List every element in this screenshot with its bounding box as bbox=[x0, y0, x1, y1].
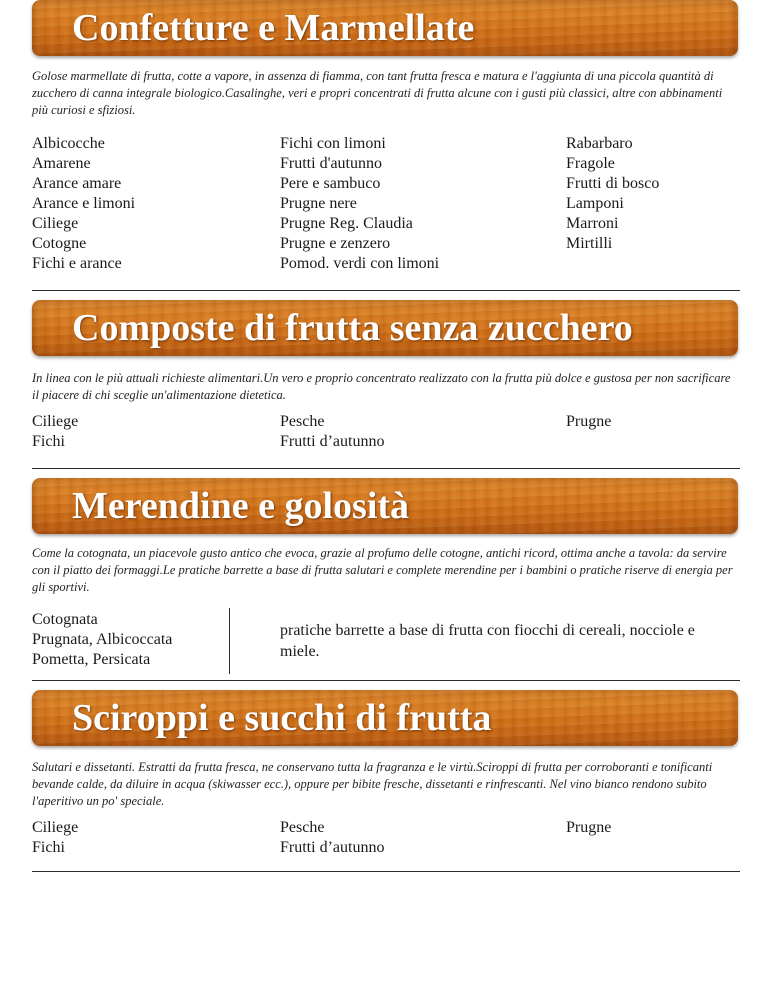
list-item: Pere e sambuco bbox=[280, 175, 381, 192]
list-item: Cotognata bbox=[32, 611, 98, 628]
section-description: In linea con le più attuali richieste alimentari.Un vero e proprio concentrato realizzato con la frutta più dolce e gustosa per non sacrificare il piacere di chi sceglie un'alimentazione dietetica. bbox=[32, 371, 731, 402]
product-list-col-2 bbox=[280, 134, 439, 274]
list-item: Prugnata, Albicoccata bbox=[32, 631, 173, 648]
section-description: Salutari e dissetanti. Estratti da frutta fresca, ne conservano tutta la fragranza e le virtù.Sciroppi di frutta per corroboranti e tonificanti bevande calde, da diluire in acqua (skiwasser ecc.), oppure per bibite fresche, dissetanti e rinfrescanti. Nel vino bianco rendono subito l'aperitivo un po' speciale. bbox=[32, 760, 713, 808]
section-banner bbox=[32, 690, 738, 746]
product-list-col-3 bbox=[566, 134, 659, 254]
list-item: Frutti d’autunno bbox=[280, 433, 385, 450]
list-item: Prugne e zenzero bbox=[280, 235, 391, 252]
section-description: Come la cotognata, un piacevole gusto antico che evoca, grazie al profumo delle cotogne, antichi ricord, ottima anche a tavola: da servire con il piatto dei formaggi.Le pratiche barrette a base di frutta salutari e complete merendine per i bambini o pratiche riserve di energia per gli sportivi. bbox=[32, 546, 733, 594]
section-confetture bbox=[32, 0, 740, 300]
list-item: Fragole bbox=[566, 155, 615, 172]
list-item: Frutti d’autunno bbox=[280, 839, 385, 856]
list-item: Rabarbaro bbox=[566, 135, 633, 152]
list-item: Lamponi bbox=[566, 195, 624, 212]
section-description: Golose marmellate di frutta, cotte a vapore, in assenza di fiamma, con tant frutta fresca e matura e l'aggiunta di una piccola quantità di zucchero di canna integrale biologico.Casalinghe, veri e propri concentrati di frutta alcune con i gusti più classici, altre con abbinamenti più curiosi e sfiziosi. bbox=[32, 69, 723, 117]
list-item: Arance amare bbox=[32, 175, 122, 192]
list-item: Ciliege bbox=[32, 819, 79, 836]
divider bbox=[32, 468, 740, 469]
list-item: Amarene bbox=[32, 155, 91, 172]
list-item: Frutti di bosco bbox=[566, 175, 660, 192]
section-banner bbox=[32, 0, 738, 56]
section-merendine bbox=[32, 478, 740, 688]
list-item: Prugne Reg. Claudia bbox=[280, 215, 413, 232]
list-item: Fichi bbox=[32, 433, 65, 450]
column-separator bbox=[229, 608, 230, 674]
list-item: Ciliege bbox=[32, 215, 79, 232]
section-composte bbox=[32, 300, 740, 470]
list-item: Prugne bbox=[566, 413, 612, 430]
divider bbox=[32, 290, 740, 291]
list-item: Albicocche bbox=[32, 135, 105, 152]
section-title: Confetture e Marmellate bbox=[72, 7, 475, 49]
list-item: Pometta, Persicata bbox=[32, 651, 151, 668]
divider bbox=[32, 871, 740, 872]
list-item: Marroni bbox=[566, 215, 619, 232]
section-banner bbox=[32, 300, 738, 356]
divider bbox=[32, 680, 740, 681]
list-item: Ciliege bbox=[32, 413, 79, 430]
product-list-col-1 bbox=[32, 610, 172, 670]
list-item: Frutti d'autunno bbox=[280, 155, 382, 172]
list-item: Fichi con limoni bbox=[280, 135, 386, 152]
product-list-col-1 bbox=[32, 134, 135, 274]
product-list-col-1 bbox=[32, 818, 78, 858]
product-list-col-3 bbox=[566, 412, 611, 432]
list-item: Mirtilli bbox=[566, 235, 613, 252]
list-item: Arance e limoni bbox=[32, 195, 136, 212]
list-item: Fichi bbox=[32, 839, 65, 856]
product-list-col-3 bbox=[566, 818, 611, 838]
section-banner bbox=[32, 478, 738, 534]
product-list-col-2 bbox=[280, 818, 384, 858]
list-item: Cotogne bbox=[32, 235, 87, 252]
section-sciroppi bbox=[32, 690, 740, 880]
list-item: Pomod. verdi con limoni bbox=[280, 255, 440, 272]
section-title: Merendine e golosità bbox=[72, 485, 410, 527]
section-title: Composte di frutta senza zucchero bbox=[72, 307, 633, 349]
product-list-col-1 bbox=[32, 412, 78, 452]
product-description: pratiche barrette a base di frutta con fiocchi di cereali, nocciole e miele. bbox=[280, 622, 695, 660]
section-title: Sciroppi e succhi di frutta bbox=[72, 697, 492, 739]
list-item: Prugne bbox=[566, 819, 612, 836]
list-item: Pesche bbox=[280, 819, 325, 836]
product-list-col-2 bbox=[280, 412, 384, 452]
list-item: Prugne nere bbox=[280, 195, 357, 212]
list-item: Fichi e arance bbox=[32, 255, 122, 272]
list-item: Pesche bbox=[280, 413, 325, 430]
